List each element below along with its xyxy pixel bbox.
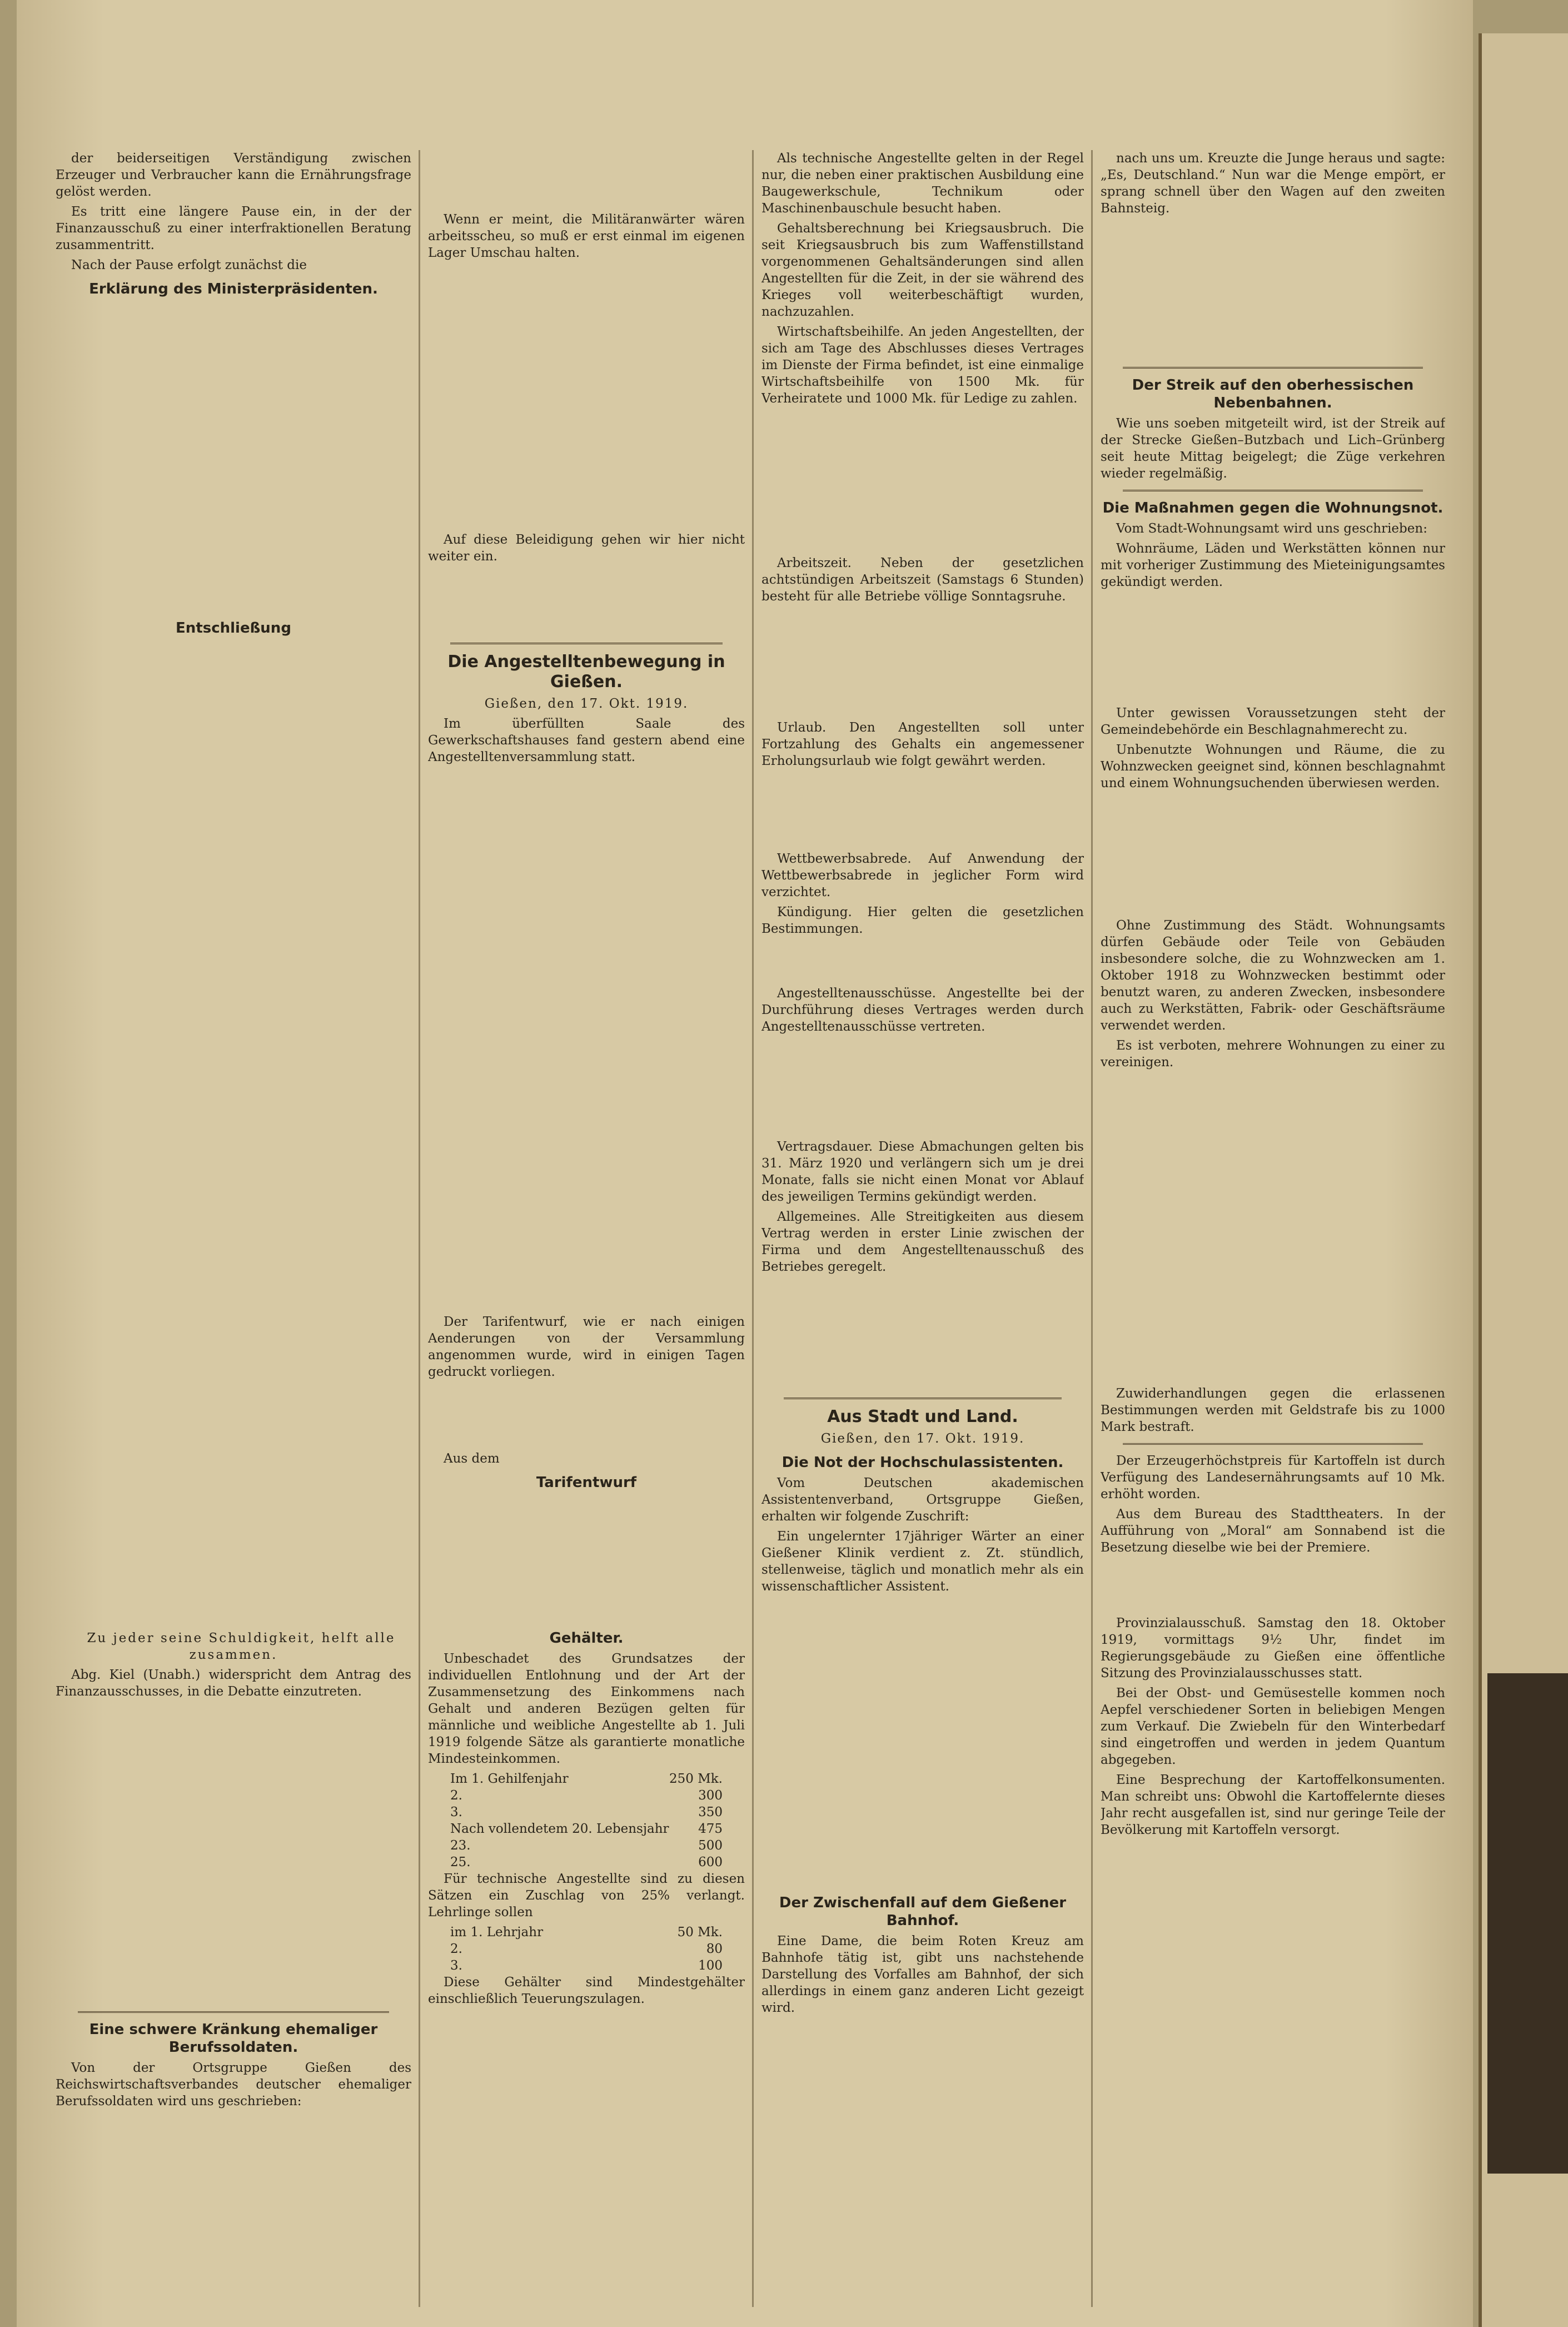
paragraph: Nach der Pause erfolgt zunächst die [71, 258, 307, 272]
column-1 [56, 150, 411, 2307]
illegible-text-block [428, 1495, 745, 1623]
divider [450, 643, 723, 644]
table-row [428, 1771, 745, 1787]
paragraph: Ein ungelernter 17jähriger Wärter an einer Gießener Klinik verdient z. Zt. stündlich, stellenweise, täglich und monatlich mehr als ein wissenschaftlicher Assistent. [761, 1529, 1084, 1594]
heading-angestelltenbewegung: Die Angestelltenbewegung in Gießen. [447, 652, 725, 692]
column-4 [1101, 150, 1445, 2307]
table-row [428, 1924, 745, 1941]
paragraph: Zuwiderhandlungen gegen die erlassenen Bestimmungen werden mit Geldstrafe bis zu 1000 Mark bestraft. [1101, 1386, 1445, 1434]
illegible-text-block [56, 1703, 411, 2003]
illegible-text-block [428, 150, 745, 211]
row-label: 3. [450, 1958, 462, 1973]
paragraph: Wettbewerbsabrede. Auf Anwendung der Wettbewerbsabrede in jeglicher Form wird verzichtet. [761, 852, 1084, 899]
heading-tarifentwurf: Tarifentwurf [536, 1474, 637, 1491]
illegible-text-block [761, 1038, 1084, 1138]
paragraph: Im überfüllten Saale des Gewerkschaftshauses fand gestern abend eine Angestelltenversammlung statt. [428, 717, 745, 764]
column-rule [419, 150, 420, 2307]
paragraph: Der Tarifentwurf, wie er nach einigen Aenderungen von der Versammlung angenommen wurde, wird in einigen Tagen gedruckt vorliegen. [428, 1315, 745, 1379]
paragraph: Bei der Obst- und Gemüsestelle kommen noch Aepfel verschiedener Sorten in beliebigen Mengen zum Verkauf. Die Zwiebeln für den Winterbedarf sind eingetroffen und werden in jedem Quantum abgegeben. [1101, 1686, 1445, 1767]
divider [1123, 490, 1423, 491]
table-row [428, 1837, 745, 1854]
illegible-text-block [1101, 1074, 1445, 1385]
heading-stadt-und-land: Aus Stadt und Land. [827, 1407, 1018, 1426]
row-value: 500 [698, 1838, 723, 1853]
dateline: Gießen, den 17. Okt. 1919. [820, 1431, 1025, 1446]
paragraph: Eine Besprechung der Kartoffelkonsumenten. Man schreibt uns: Obwohl die Kartoffelernte dieses Jahr recht ausgefallen ist, sind nur geringe Teile der Bevölkerung mit Kartoffeln versorgt. [1101, 1773, 1445, 1837]
illegible-text-block [428, 265, 745, 531]
row-value: 600 [698, 1855, 723, 1869]
column-rule [752, 150, 754, 2307]
divider [1123, 1443, 1423, 1445]
row-value: 250 Mk. [669, 1772, 723, 1786]
illegible-text-block [761, 773, 1084, 851]
illegible-text-block [1101, 795, 1445, 917]
paragraph: nach uns um. Kreuzte die Junge heraus und sagte: „Es, Deutschland.“ Nun war die Menge empört, er sprang schnell über den Wagen auf den zweiten Bahnsteig. [1101, 151, 1445, 216]
divider [784, 1398, 1062, 1399]
adjacent-page-edge [1479, 33, 1568, 2327]
illegible-text-block [761, 1598, 1084, 1887]
divider [1123, 367, 1423, 369]
table-row [428, 1804, 745, 1821]
illegible-text-block [1101, 594, 1445, 705]
paragraph: Unter gewissen Voraussetzungen steht der Gemeindebehörde ein Beschlagnahmerecht zu. [1101, 706, 1445, 737]
paragraph: der beiderseitigen Verständigung zwischen Erzeuger und Verbraucher kann die Ernährungsfrage gelöst werden. [56, 151, 411, 199]
divider [78, 2011, 389, 2013]
heading-minister-declaration: Erklärung des Ministerpräsidenten. [89, 281, 378, 297]
paragraph: Wie uns soeben mitgeteilt wird, ist der Streik auf der Strecke Gießen–Butzbach und Lich–Grünberg seit heute Mittag beigelegt; die Züge verkehren wieder regelmäßig. [1101, 416, 1445, 481]
paragraph: Für technische Angestellte sind zu diesen Sätzen ein Zuschlag von 25% verlangt. Lehrlinge sollen [428, 1872, 745, 1920]
illegible-text-block [428, 769, 745, 1314]
illegible-text-block [761, 941, 1084, 985]
paragraph: Vom Deutschen akademischen Assistentenverband, Ortsgruppe Gießen, erhalten wir folgende Zuschrift: [761, 1476, 1084, 1524]
paragraph: Diese Gehälter sind Mindestgehälter einschließlich Teuerungszulagen. [428, 1975, 745, 2006]
row-label: 25. [450, 1855, 471, 1869]
adjacent-page-image [1487, 1673, 1568, 2174]
paragraph: Provinzialausschuß. Samstag den 18. Oktober 1919, vormittags 9½ Uhr, findet im Regierungsgebäude zu Gießen eine öffentliche Sitzung des Provinzialausschusses statt. [1101, 1616, 1445, 1680]
paragraph: Wohnräume, Läden und Werkstätten können nur mit vorheriger Zustimmung des Mieteinigungsamtes gekündigt werden. [1101, 541, 1445, 589]
table-row [428, 1957, 745, 1974]
row-value: 350 [698, 1805, 723, 1819]
paragraph: Von der Ortsgruppe Gießen des Reichswirtschaftsverbandes deutscher ehemaliger Berufssoldaten wird uns geschrieben: [56, 2061, 411, 2109]
illegible-text-block [56, 640, 411, 1630]
heading-kraenkung: Eine schwere Kränkung ehemaliger Berufssoldaten. [89, 2021, 378, 2056]
salary-table [428, 1771, 745, 1871]
illegible-text-block [1101, 1559, 1445, 1615]
row-value: 475 [698, 1822, 723, 1836]
paragraph: Als technische Angestellte gelten in der Regel nur, die neben einer praktischen Ausbildung eine Baugewerkschule, Technikum oder Maschinenbauschule besucht haben. [761, 151, 1084, 216]
illegible-text-block [761, 1279, 1084, 1390]
heading-hochschulassistenten: Die Not der Hochschulassistenten. [781, 1454, 1064, 1471]
apprentice-table [428, 1924, 745, 1974]
heading-bahnhof: Der Zwischenfall auf dem Gießener Bahnhof. [779, 1895, 1067, 1929]
paragraph: Vom Stadt-Wohnungsamt wird uns geschrieben: [1116, 521, 1427, 536]
paragraph: Eine Dame, die beim Roten Kreuz am Bahnhofe tätig ist, gibt uns nachstehende Darstellung des Vorfalles am Bahnhof, der sich allerdings in einem ganz anderen Licht gezeigt wird. [761, 1934, 1084, 2015]
paragraph: Zu jeder seine Schuldigkeit, helft alle zusammen. [87, 1631, 396, 1662]
paragraph: Urlaub. Den Angestellten soll unter Fortzahlung des Gehalts ein angemessener Erholungsurlaub wie folgt gewährt werden. [761, 720, 1084, 768]
row-label: Im 1. Gehilfenjahr [450, 1772, 569, 1786]
paragraph: Ohne Zustimmung des Städt. Wohnungsamts dürfen Gebäude oder Teile von Gebäuden insbesondere solche, die zu Wohnzwecken am 1. Oktober 1918 zu Wohnzwecken bestimmt oder benutzt waren, zu anderen Zwecken, insbesondere auch zu Werkstätten, Fabrik- oder Geschäftsräume verwendet werden. [1101, 918, 1445, 1033]
paragraph: Es ist verboten, mehrere Wohnungen zu einer zu vereinigen. [1101, 1038, 1445, 1070]
row-label: 2. [450, 1942, 462, 1956]
table-row [428, 1854, 745, 1871]
dateline: Gießen, den 17. Okt. 1919. [484, 697, 689, 711]
row-label: 2. [450, 1788, 462, 1803]
row-label: 3. [450, 1805, 462, 1819]
illegible-text-block [428, 568, 745, 635]
paragraph: Angestelltenausschüsse. Angestellte bei der Durchführung dieses Vertrages werden durch Angestelltenausschüsse vertreten. [761, 986, 1084, 1034]
paragraph: Wirtschaftsbeihilfe. An jeden Angestellten, der sich am Tage des Abschlusses dieses Vertrages im Dienste der Firma befindet, ist eine einmalige Wirtschaftsbeihilfe von 1500 Mk. für Verheiratete und 1000 Mk. für Ledige zu zahlen. [761, 325, 1084, 406]
column-rule [1091, 150, 1093, 2307]
illegible-text-block [1101, 220, 1445, 359]
table-row [428, 1941, 745, 1957]
illegible-text-block [761, 608, 1084, 719]
heading-gehaelter: Gehälter. [549, 1630, 624, 1647]
paragraph: Kündigung. Hier gelten die gesetzlichen Bestimmungen. [761, 905, 1084, 936]
row-label: Nach vollendetem 20. Lebensjahr [450, 1822, 669, 1836]
paragraph: Auf diese Beleidigung gehen wir hier nicht weiter ein. [428, 533, 745, 564]
paragraph: Abg. Kiel (Unabh.) widerspricht dem Antrag des Finanzausschusses, in die Debatte einzutreten. [56, 1668, 411, 1699]
table-row [428, 1821, 745, 1837]
heading-wohnungsnot: Die Maßnahmen gegen die Wohnungsnot. [1102, 500, 1443, 516]
paragraph: Arbeitszeit. Neben der gesetzlichen achtstündigen Arbeitszeit (Samstags 6 Stunden) besteht für alle Betriebe völlige Sonntagsruhe. [761, 556, 1084, 604]
row-value: 300 [698, 1788, 723, 1803]
illegible-text-block [761, 410, 1084, 555]
paragraph: Vertragsdauer. Diese Abmachungen gelten bis 31. März 1920 und verlängern sich um je drei Monate, falls sie nicht einen Monat vor Ablauf des jeweiligen Termins gekündigt werden. [761, 1140, 1084, 1204]
row-label: im 1. Lehrjahr [450, 1925, 544, 1940]
row-value: 80 [706, 1942, 723, 1956]
paragraph: Gehaltsberechnung bei Kriegsausbruch. Die seit Kriegsausbruch bis zum Waffenstillstand vorgenommenen Gehaltsänderungen sind allen Angestellten für die Zeit, in der sie während des Krieges voll weiterbeschäftigt wurden, nachzuzahlen. [761, 221, 1084, 319]
illegible-text-block [428, 1384, 745, 1450]
column-2 [428, 150, 745, 2307]
row-label: 23. [450, 1838, 471, 1853]
row-value: 100 [698, 1958, 723, 1973]
paragraph: Der Erzeugerhöchstpreis für Kartoffeln ist durch Verfügung des Landesernährungsamts auf 10 Mk. erhöht worden. [1101, 1454, 1445, 1501]
heading-streik: Der Streik auf den oberhessischen Nebenbahnen. [1132, 377, 1414, 411]
table-row [428, 1787, 745, 1804]
paragraph: Aus dem [444, 1451, 500, 1466]
paragraph: Wenn er meint, die Militäranwärter wären arbeitsscheu, so muß er erst einmal im eigenen Lager Umschau halten. [428, 212, 745, 260]
paragraph: Allgemeines. Alle Streitigkeiten aus diesem Vertrag werden in erster Linie zwischen der Firma und dem Angestelltenausschuß des Betriebes geregelt. [761, 1210, 1084, 1274]
illegible-text-block [56, 301, 411, 613]
heading-entschliessung: Entschließung [176, 620, 291, 637]
column-3 [761, 150, 1084, 2307]
paragraph: Unbeschadet des Grundsatzes der individuellen Entlohnung und der Art der Zusammensetzung des Einkommens nach Gehalt und anderen Bezügen gelten für männliche und weibliche Angestellte ab 1. Juli 1919 folgende Sätze als garantierte monatliche Mindesteinkommen. [428, 1652, 745, 1766]
paragraph: Es tritt eine längere Pause ein, in der der Finanzausschuß zu einer interfraktionellen Beratung zusammentritt. [56, 205, 411, 252]
paragraph: Aus dem Bureau des Stadttheaters. In der Aufführung von „Moral“ am Sonnabend ist die Besetzung dieselbe wie bei der Premiere. [1101, 1507, 1445, 1555]
row-value: 50 Mk. [677, 1925, 723, 1940]
paragraph: Unbenutzte Wohnungen und Räume, die zu Wohnzwecken geeignet sind, können beschlagnahmt und einem Wohnungsuchenden überwiesen werden. [1101, 743, 1445, 790]
